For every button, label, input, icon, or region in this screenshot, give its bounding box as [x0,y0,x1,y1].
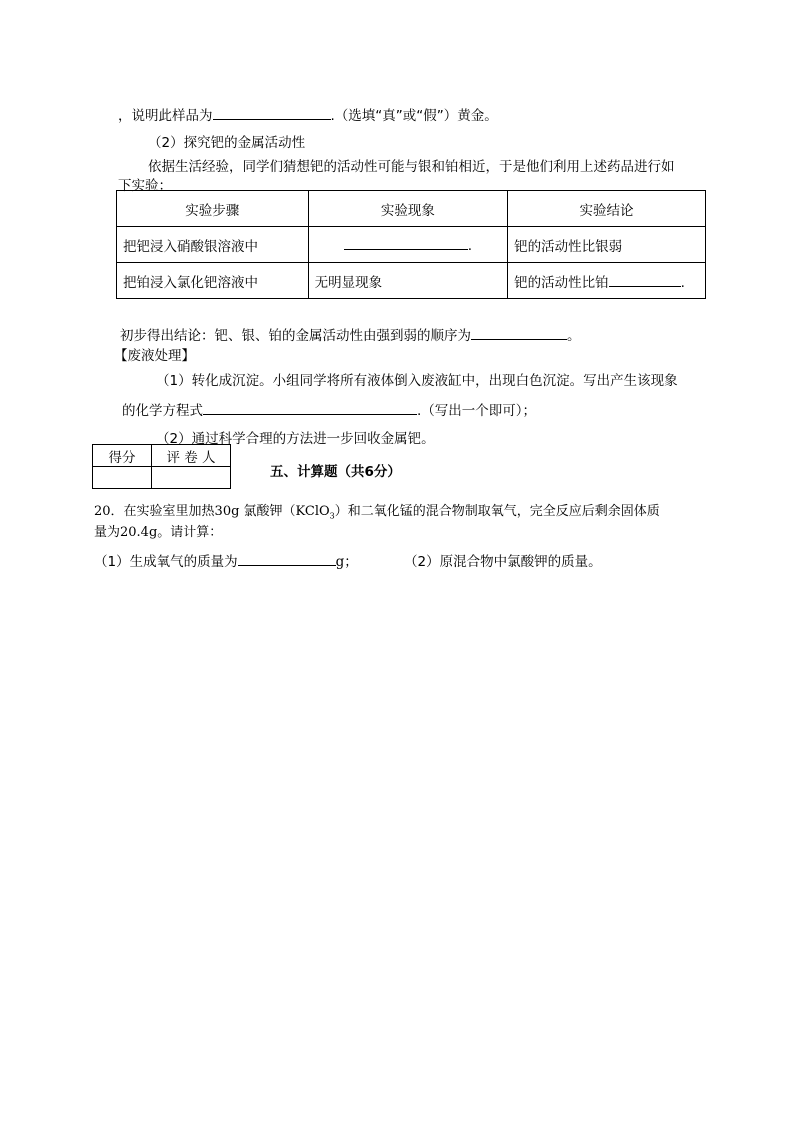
waste-item1-line1: （1）转化成沉淀。小组同学将所有液体倒入废液缸中，出现白色沉淀。写出产生该现象 [156,373,678,389]
q20-line1-prefix: 20．在实验室里加热30g 氯酸钾（KClO [94,504,330,519]
score-label: 得分 [93,445,152,467]
experiment-table [116,190,706,299]
equation-label: 的化学方程式 [122,403,203,419]
q20-sub1-prefix: （1）生成氧气的质量为 [94,554,238,570]
intro-line-1: 依据生活经验，同学们猜想钯的活动性可能与银和铂相近，于是他们利用上述药品进行如 [148,159,675,175]
header-step: 实验步骤 [117,191,309,227]
table-row [117,227,706,263]
header-phenomenon: 实验现象 [308,191,507,227]
oxygen-mass-blank[interactable] [238,551,336,566]
preliminary-conclusion-end: 。 [567,328,581,344]
row1-phenomenon-blank[interactable] [344,235,468,250]
part2-title: （2）探究钯的金属活动性 [148,135,306,151]
row1-phenomenon-suffix: . [467,238,472,254]
row2-phenomenon: 无明显现象 [308,263,507,299]
q-tail-line [118,104,498,124]
intro-line-2: 下实验： [118,178,172,194]
q20-sub1-unit: g； [335,554,358,570]
q20-line1 [94,500,660,521]
row2-conclusion-prefix: 钯的活动性比铂 [514,274,609,291]
row2-conclusion-cell [508,263,706,299]
grader-box [92,444,231,489]
waste-item1-line2 [122,399,536,419]
table-row [117,263,706,299]
q20-sub2: （2）原混合物中氯酸钾的质量。 [404,554,602,570]
q20-subscript: 3 [329,511,335,521]
row1-step: 把钯浸入硝酸银溶液中 [117,227,309,263]
preliminary-conclusion-text: 初步得出结论：钯、银、铂的金属活动性由强到弱的顺序为 [120,328,471,344]
q20-line1-suffix: ）和二氧化锰的混合物制取氧气，完全反应后剩余固体质 [334,504,660,519]
preliminary-conclusion [120,324,581,344]
q-tail-suffix: .（选填“真”或“假”）黄金。 [330,108,498,124]
table-header-row [117,191,706,227]
row2-step: 把铂浸入氯化钯溶液中 [117,263,309,299]
activity-order-blank[interactable] [471,325,567,340]
row1-conclusion: 钯的活动性比银弱 [508,227,706,263]
q-tail-prefix: ，说明此样品为 [118,108,213,124]
q20-line2: 量为20.4g。请计算： [94,525,223,540]
equation-suffix: .（写出一个即可）； [417,403,537,419]
row1-phenomenon-cell [308,227,507,263]
authenticity-answer-blank[interactable] [213,105,331,120]
reviewer-label: 评 卷 人 [152,445,231,467]
section-title: 五、计算题（共6分） [270,464,401,480]
waste-title: 【废液处理】 [114,348,195,364]
header-conclusion: 实验结论 [508,191,706,227]
equation-blank[interactable] [203,400,417,415]
row2-conclusion-suffix: . [680,274,685,291]
row2-conclusion-blank[interactable] [609,272,681,287]
waste-item2: （2）通过科学合理的方法进一步回收金属钯。 [156,431,435,447]
q20-sub1 [94,550,358,570]
score-cell[interactable] [93,467,152,489]
reviewer-cell[interactable] [152,467,231,489]
